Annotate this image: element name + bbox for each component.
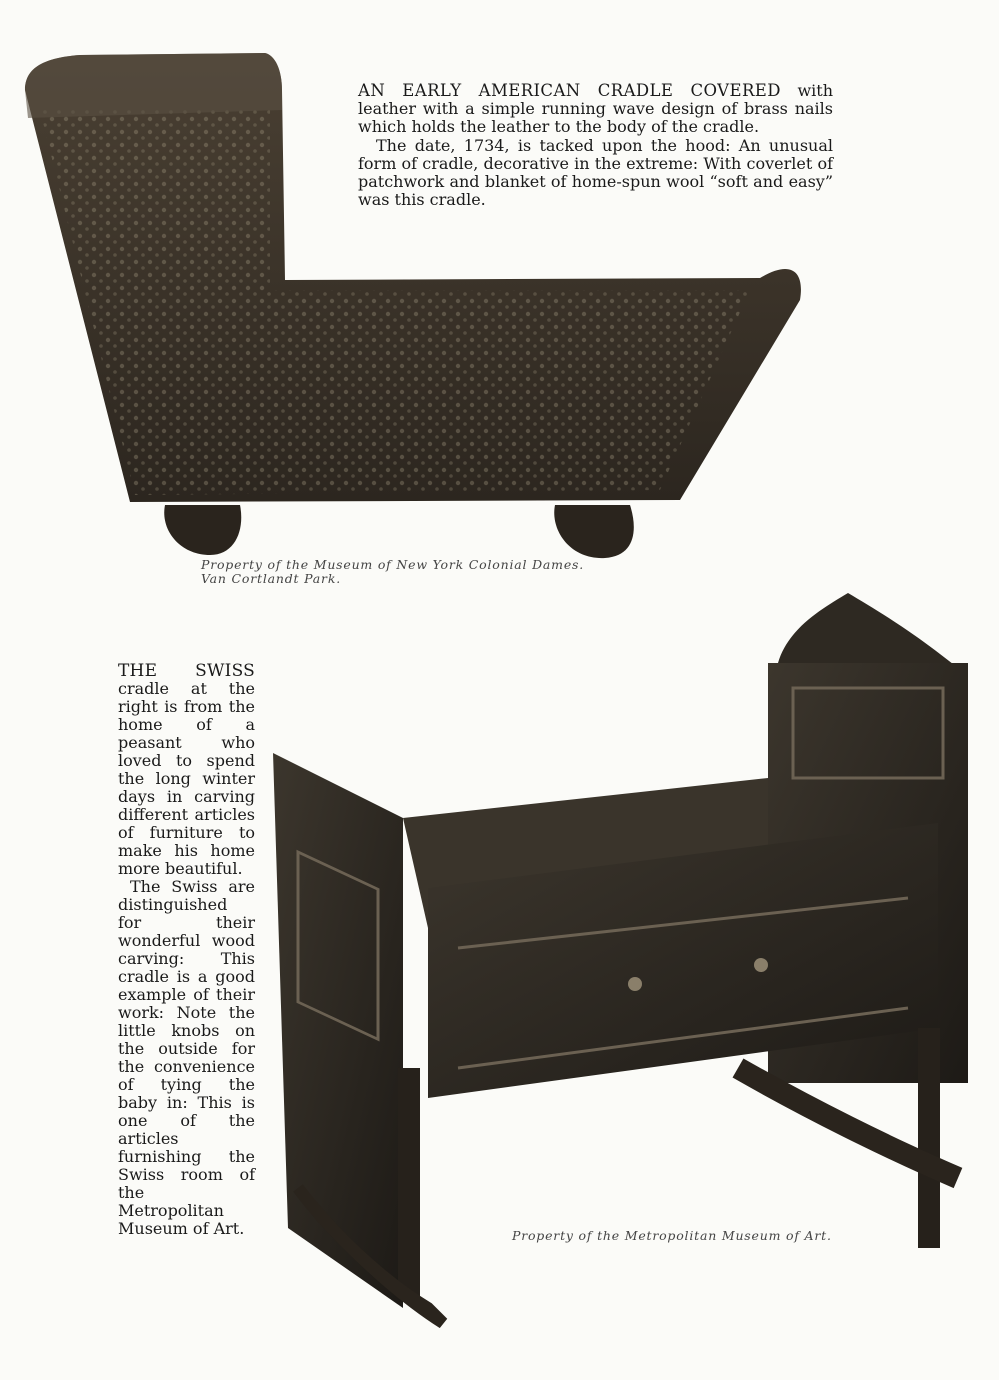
swiss-cradle-heading: THE SWISS: [118, 661, 255, 681]
swiss-cradle-photo: [268, 588, 968, 1328]
leather-cradle-caption: [358, 82, 833, 209]
leather-cradle-credit: [201, 558, 661, 586]
leather-cradle-credit-line-1: Property of the Museum of New York Colonial Dames.: [201, 557, 584, 572]
swiss-cradle-text-2: The Swiss are distinguished for their wonderful wood carving: This cradle is a good example of their work: Note the little knobs on the outside for the convenience of tying the baby in: This is one of the articles furnishing the Swiss room of the Metropolitan Museum of Art.: [118, 877, 255, 1238]
leather-cradle-credit-line-2: Van Cortlandt Park.: [201, 571, 341, 586]
swiss-cradle-credit: Property of the Metropolitan Museum of Art.: [512, 1228, 832, 1243]
leather-cradle-text-2: The date, 1734, is tacked upon the hood: An unusual form of cradle, decorative in the extreme: With coverlet of patchwork and blanket of home-spun wool “soft and easy” was this cradle.: [358, 136, 833, 209]
swiss-cradle-text-1: cradle at the right is from the home of a peasant who loved to spend the long winter days in carving different articles of furniture to make his home more beautiful.: [118, 679, 255, 878]
leather-cradle-heading: AN EARLY AMERICAN CRADLE COVERED: [358, 81, 781, 100]
leather-cradle-text-1: with leather with a simple running wave design of brass nails which holds the leather to the body of the cradle.: [358, 81, 833, 136]
swiss-cradle-caption: [118, 662, 255, 1238]
